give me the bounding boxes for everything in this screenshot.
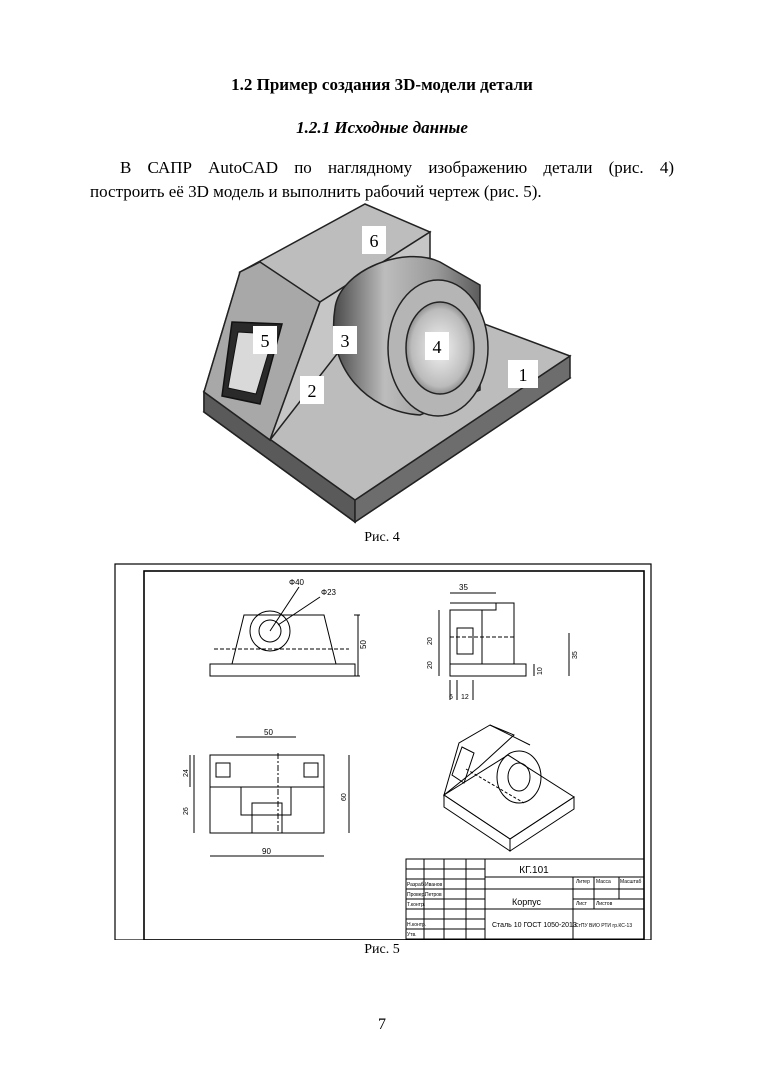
fig4-label-3: 3 — [340, 331, 350, 351]
title-block-org: СтПУ ВИО РТИ гр.КС-13 — [575, 923, 633, 929]
dim-v20b: 20 — [427, 661, 434, 669]
page-number: 7 — [378, 1016, 386, 1033]
dim-v26: 26 — [183, 807, 190, 815]
dim-v35: 35 — [572, 651, 579, 659]
dim-w50: 50 — [264, 728, 273, 737]
title-block-row-4: Н.контр. — [407, 922, 427, 928]
title-block-row-5: Утв. — [407, 932, 417, 938]
fig4-label-4: 4 — [432, 337, 442, 357]
dim-w90: 90 — [262, 847, 271, 856]
task-paragraph — [90, 156, 674, 204]
title-block-col-lit: Литер — [576, 879, 590, 885]
fig4-label-1: 1 — [518, 365, 528, 385]
fig4-label-2: 2 — [307, 381, 317, 401]
dim-h50: 50 — [359, 640, 368, 649]
figure-5-drawing — [114, 563, 652, 940]
title-block-code: КГ.101 — [519, 865, 549, 876]
subsection-title: 1.2.1 Исходные данные — [296, 118, 468, 137]
paragraph-line-1: В САПР AutoCAD по наглядному изображению детали (рис. 4) — [120, 158, 674, 177]
title-block-sheet: Лист — [576, 901, 587, 907]
title-block-sheets: Листов — [596, 901, 613, 907]
title-block-material: Сталь 10 ГОСТ 1050-2013 — [492, 922, 577, 929]
fig4-label-6: 6 — [369, 231, 379, 251]
dim-v20a: 20 — [427, 637, 434, 645]
title-block-row-3: Т.контр. — [407, 902, 426, 908]
dim-d40: Ф40 — [289, 578, 304, 587]
figure-4-caption: Рис. 4 — [364, 530, 400, 545]
dim-top35: 35 — [459, 583, 468, 592]
paragraph-line-2: построить её 3D модель и выполнить рабочий чертеж (рис. 5). — [90, 182, 542, 201]
title-block-name-2: Петров — [425, 892, 442, 898]
figure-5-caption: Рис. 5 — [364, 942, 400, 957]
dim-v24: 24 — [183, 769, 190, 777]
dim-b12: 12 — [461, 694, 469, 701]
title-block-name-1: Иванов — [425, 882, 443, 888]
title-block-col-scale: Масштаб — [620, 879, 642, 885]
title-block-row-1: Разраб. — [407, 882, 426, 888]
dim-v60: 60 — [341, 793, 348, 801]
dim-b6: 6 — [449, 694, 453, 701]
dim-d23: Ф23 — [321, 588, 336, 597]
fig4-label-5: 5 — [260, 331, 270, 351]
figure-4-3d-model — [190, 200, 590, 525]
section-title: 1.2 Пример создания 3D-модели детали — [231, 75, 533, 94]
title-block-row-2: Провер. — [407, 892, 426, 898]
dim-v10: 10 — [537, 667, 544, 675]
title-block-name: Корпус — [512, 897, 542, 907]
title-block-col-mass: Масса — [596, 879, 611, 885]
